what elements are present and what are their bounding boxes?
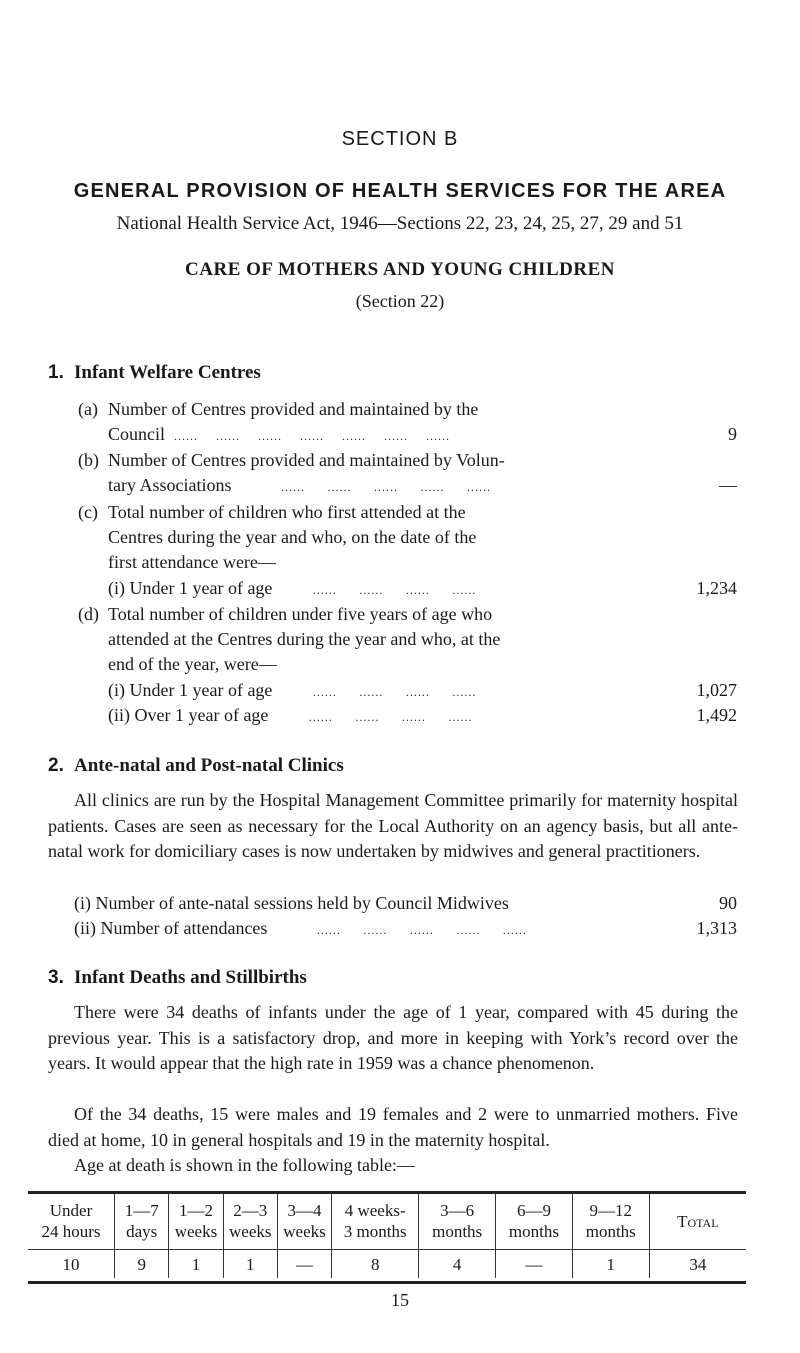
section-reference: (Section 22) [355, 291, 445, 311]
page-number: 15 [391, 1290, 409, 1310]
item-d-label: (d) [78, 604, 99, 624]
value-under-24-hours: 10 [62, 1254, 80, 1274]
header-total: Total [649, 1193, 746, 1250]
value-4-weeks-3-months: 8 [332, 1250, 419, 1279]
table-values-row [28, 1250, 746, 1279]
value-1-7-days: 9 [115, 1250, 169, 1279]
header-3-4-weeks: 3—4 weeks [277, 1193, 331, 1250]
item-a-label: (a) [78, 399, 98, 419]
sub-title: CARE OF MOTHERS AND YOUNG CHILDREN [185, 259, 615, 280]
item-a-line2: Council ...... ...... ...... ...... ...... ...... ...... [108, 424, 450, 444]
section-1-title: Infant Welfare Centres [74, 362, 261, 383]
item-b-line2: tary Associations ...... ...... ...... ...... ...... [108, 475, 491, 495]
item-c-label: (c) [78, 502, 98, 522]
section-1-number: 1. [48, 362, 64, 383]
item-d-line2: attended at the Centres during the year and who, at the [108, 629, 501, 649]
header-1-2-weeks: 1—2 weeks [169, 1193, 223, 1250]
header-3-6-months: 3—6 months [419, 1193, 496, 1250]
item-b-value: — [719, 475, 737, 495]
header-under-24-hours: Under 24 hours [28, 1193, 115, 1250]
value-6-9-months: — [496, 1250, 573, 1279]
item-a-line1: Number of Centres provided and maintained by the [108, 399, 479, 419]
header-1-7-days: 1—7 days [115, 1193, 169, 1250]
header-4-weeks-3-months: 4 weeks- 3 months [332, 1193, 419, 1250]
header-9-12-months: 9—12 months [572, 1193, 649, 1250]
table-header-row [28, 1193, 746, 1250]
item-c-i: (i) Under 1 year of age ...... ...... ...... ...... [108, 578, 477, 598]
section-2-title: Ante-natal and Post-natal Clinics [74, 755, 344, 776]
item-d-line3: end of the year, were— [108, 654, 277, 674]
value-9-12-months: 1 [572, 1250, 649, 1279]
section-2-number: 2. [48, 755, 64, 776]
main-title: GENERAL PROVISION OF HEALTH SERVICES FOR THE AREA [73, 180, 727, 202]
sessions-label: (i) Number of ante-natal sessions held by Council Midwives [74, 893, 509, 913]
item-b-line1: Number of Centres provided and maintained by Volun- [108, 450, 505, 470]
item-d-i-value: 1,027 [696, 680, 737, 700]
section-3-paragraph-3: Age at death is shown in the following table:— [74, 1155, 415, 1175]
value-3-6-months: 4 [419, 1250, 496, 1279]
sessions-value: 90 [719, 893, 737, 913]
item-d-ii-value: 1,492 [696, 705, 737, 725]
act-reference: National Health Service Act, 1946—Sections 22, 23, 24, 25, 27, 29 and 51 [116, 213, 684, 234]
item-d-ii: (ii) Over 1 year of age ...... ...... ...... ...... [108, 705, 473, 725]
item-b-label: (b) [78, 450, 99, 470]
item-d-line1: Total number of children under five years of age who [108, 604, 493, 624]
section-label: SECTION B [341, 128, 459, 150]
header-6-9-months: 6—9 months [496, 1193, 573, 1250]
value-2-3-weeks: 1 [223, 1250, 277, 1279]
item-c-line3: first attendance were— [108, 552, 276, 572]
header-2-3-weeks: 2—3 weeks [223, 1193, 277, 1250]
section-3-number: 3. [48, 967, 64, 988]
value-1-2-weeks: 1 [169, 1250, 223, 1279]
section-3-paragraph-1: There were 34 deaths of infants under the age of 1 year, compared with 45 during the previous year. This is a satisfactory drop, and more in keeping with York’s record over the years. It would appear that the high rate in 1959 was a chance phenomenon. [48, 1002, 738, 1073]
section-3-title: Infant Deaths and Stillbirths [74, 967, 307, 988]
item-c-i-value: 1,234 [696, 578, 737, 598]
section-2-paragraph: All clinics are run by the Hospital Management Committee primarily for maternity hospital patients. Cases are seen as necessary for the Local Authority on an agency basis, but all ante-natal work for domiciliary cases is now undertaken by midwives and general practitioners. [48, 790, 738, 861]
value-3-4-weeks: — [277, 1250, 331, 1279]
value-total: 34 [649, 1250, 746, 1279]
item-c-line2: Centres during the year and who, on the date of the [108, 527, 477, 547]
item-c-line1: Total number of children who first attended at the [108, 502, 466, 522]
item-a-value: 9 [728, 424, 737, 444]
attendances-label: (ii) Number of attendances ...... ...... ...... ...... ...... [74, 918, 527, 938]
age-at-death-table [28, 1193, 746, 1278]
table-bottom-rule [28, 1281, 746, 1284]
section-3-paragraph-2: Of the 34 deaths, 15 were males and 19 females and 2 were to unmarried mothers. Five died at home, 10 in general hospitals and 19 in the maternity hospital. [48, 1104, 738, 1150]
attendances-value: 1,313 [696, 918, 737, 938]
item-d-i: (i) Under 1 year of age ...... ...... ...... ...... [108, 680, 477, 700]
